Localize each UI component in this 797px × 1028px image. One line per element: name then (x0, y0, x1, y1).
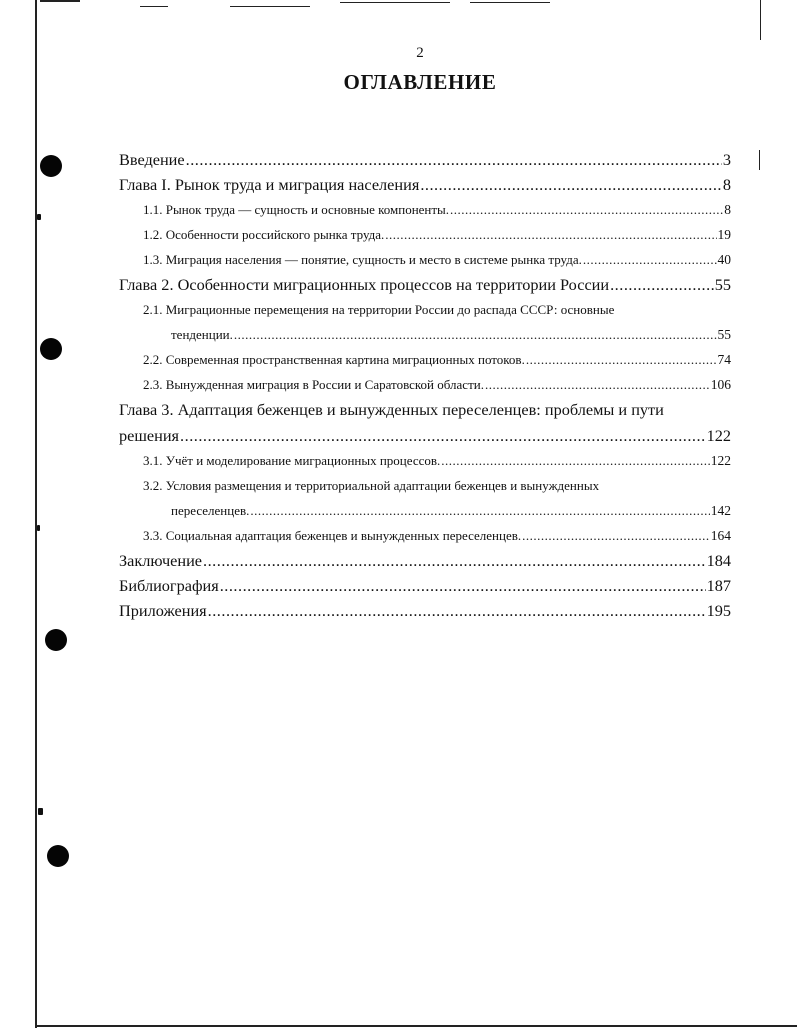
binder-hole (45, 629, 67, 651)
toc-entry-page: 195 (706, 601, 731, 620)
toc-entry-page: 187 (706, 576, 731, 595)
toc-entry-appendices[interactable] (119, 598, 731, 623)
dot-leader (420, 172, 722, 197)
toc-entry-title: 3.1. Учёт и моделирование миграционных процессов. (143, 453, 441, 468)
toc-entry-section-2-3[interactable] (119, 372, 731, 397)
scan-speck (37, 525, 40, 531)
dot-leader (450, 197, 723, 222)
scan-edge-top (40, 0, 80, 2)
toc-entry-title: 1.3. Миграция населения — понятие, сущность и место в системе рынка труда. (143, 252, 582, 267)
toc-entry-title: Глава 2. Особенности миграционных процессов на территории России (119, 275, 610, 294)
toc-entry-page: 142 (710, 503, 731, 518)
toc-entry-section-1-1[interactable] (119, 197, 731, 222)
toc-entry-page: 164 (710, 528, 731, 543)
toc-entry-page: 106 (710, 377, 731, 392)
scan-edge-top (340, 2, 450, 3)
dot-leader (208, 598, 706, 623)
toc-entry-page: 74 (717, 352, 731, 367)
table-of-contents (119, 147, 731, 623)
dot-leader (186, 147, 722, 172)
toc-entry-section-2-1-continued[interactable] (119, 322, 731, 347)
dot-leader (441, 448, 709, 473)
toc-entry-conclusion[interactable] (119, 548, 731, 573)
toc-entry-title: Введение (119, 150, 185, 169)
scan-edge-left (35, 0, 37, 1028)
scan-edge-right (760, 0, 761, 40)
toc-entry-title: 2.2. Современная пространственная картина миграционных потоков. (143, 352, 525, 367)
toc-entry-section-3-3[interactable] (119, 523, 731, 548)
toc-entry-section-2-2[interactable] (119, 347, 731, 372)
binder-hole (40, 338, 62, 360)
dot-leader (203, 548, 706, 573)
dot-leader (385, 222, 716, 247)
dot-leader (526, 347, 717, 372)
toc-entry-section-1-2[interactable] (119, 222, 731, 247)
scan-speck (37, 214, 41, 220)
dot-leader (220, 573, 706, 598)
toc-entry-page: 55 (714, 275, 731, 294)
toc-entry-page: 122 (706, 426, 731, 445)
toc-entry-page: 40 (717, 252, 731, 267)
toc-entry-section-2-1[interactable] (119, 297, 731, 322)
toc-entry-title-line-1: Глава 3. Адаптация беженцев и вынужденных переселенцев: проблемы и пути (119, 400, 664, 419)
scan-edge-top (140, 6, 168, 7)
toc-entry-page: 122 (710, 453, 731, 468)
toc-entry-title-line-2: решения (119, 426, 180, 445)
toc-entry-title-line-2: тенденции. (171, 327, 233, 342)
scan-edge-top (230, 6, 310, 7)
binder-hole (47, 845, 69, 867)
toc-entry-intro[interactable] (119, 147, 731, 172)
toc-entry-page: 8 (724, 202, 731, 217)
toc-entry-page: 19 (717, 227, 731, 242)
toc-entry-chapter-1[interactable] (119, 172, 731, 197)
toc-entry-title: Заключение (119, 551, 203, 570)
scan-edge-right (759, 150, 760, 170)
scan-edge-bottom (35, 1025, 797, 1027)
toc-entry-title-line-1: 3.2. Условия размещения и территориальной адаптации беженцев и вынужденных (143, 478, 600, 493)
dot-leader (583, 247, 717, 272)
toc-entry-title: 1.2. Особенности российского рынка труда. (143, 227, 385, 242)
dot-leader (180, 423, 706, 448)
toc-entry-chapter-3-continued[interactable] (119, 423, 731, 448)
scan-speck (38, 808, 43, 815)
dot-leader (234, 322, 717, 347)
binder-hole (40, 155, 62, 177)
toc-entry-page: 184 (706, 551, 731, 570)
toc-entry-section-1-3[interactable] (119, 247, 731, 272)
toc-entry-title: Библиография (119, 576, 219, 595)
toc-entry-chapter-2[interactable] (119, 272, 731, 297)
dot-leader (522, 523, 710, 548)
toc-entry-section-3-2-continued[interactable] (119, 498, 731, 523)
toc-entry-section-3-2[interactable] (119, 473, 731, 498)
toc-entry-title: Глава I. Рынок труда и миграция населения (119, 175, 420, 194)
toc-entry-title-line-2: переселенцев. (171, 503, 250, 518)
toc-entry-title: Приложения (119, 601, 207, 620)
dot-leader (250, 498, 709, 523)
toc-entry-bibliography[interactable] (119, 573, 731, 598)
dot-leader (610, 272, 714, 297)
page-number: 2 (416, 45, 424, 61)
toc-entry-section-3-1[interactable] (119, 448, 731, 473)
toc-entry-title: 1.1. Рынок труда — сущность и основные компоненты. (143, 202, 450, 217)
toc-entry-page: 8 (722, 175, 731, 194)
dot-leader (485, 372, 710, 397)
toc-entry-chapter-3[interactable] (119, 397, 731, 423)
page-title: ОГЛАВЛЕНИЕ (343, 70, 497, 94)
toc-entry-title: 2.3. Вынужденная миграция в России и Саратовской области. (143, 377, 484, 392)
toc-entry-page: 55 (717, 327, 731, 342)
scan-edge-top (470, 2, 550, 3)
toc-entry-title: 3.3. Социальная адаптация беженцев и вынужденных переселенцев. (143, 528, 522, 543)
toc-entry-page: 3 (722, 150, 731, 169)
toc-entry-title-line-1: 2.1. Миграционные перемещения на территории России до распада СССР: основные (143, 302, 615, 317)
